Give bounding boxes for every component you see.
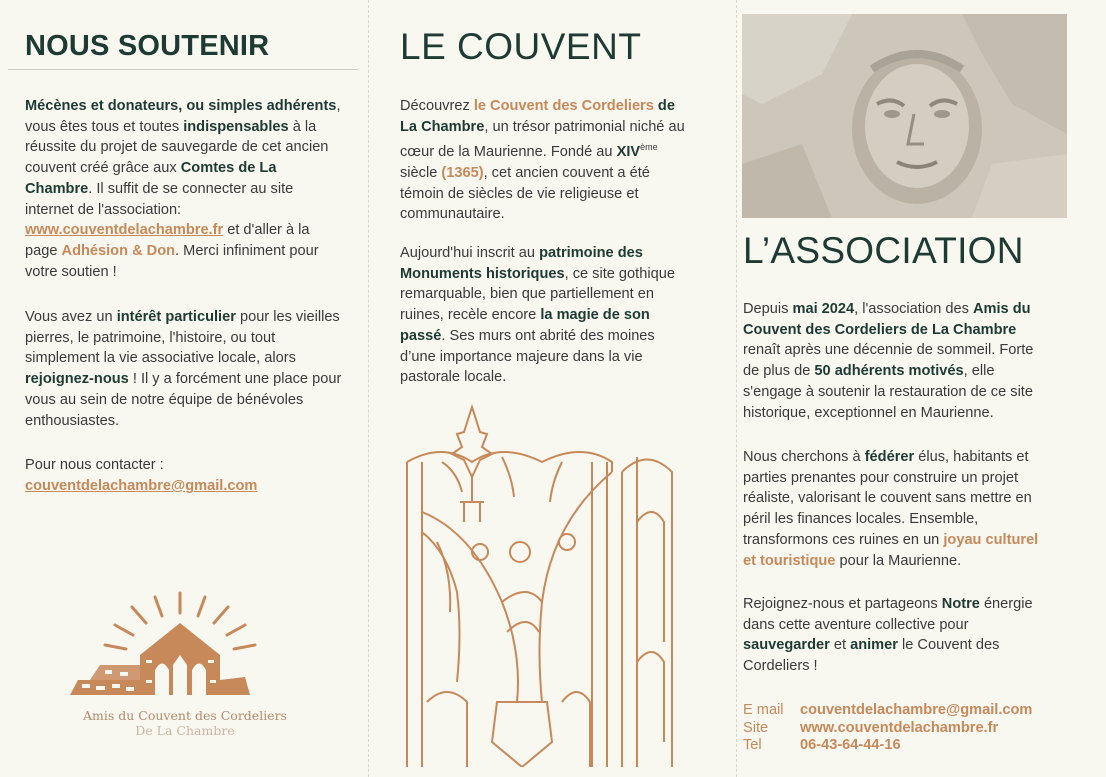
contact-paragraph: [25, 476, 345, 497]
text: ! Il y a forcément une place pour vous au sein de notre équipe de bénévoles enthousiastes.: [25, 371, 342, 429]
bold-text: rejoignez-nous: [25, 371, 129, 388]
bold-text: indispensables: [183, 118, 289, 135]
text: Rejoignez-nous et partageons: [743, 596, 942, 612]
contact-row-email: [743, 702, 1032, 720]
text: . Merci infiniment pour votre soutien !: [25, 242, 319, 280]
joyau-text: joyau culturel et touristique: [743, 531, 1039, 569]
couvent-paragraph-2: [400, 243, 690, 388]
bold-text: patrimoine des Monuments historiques: [400, 245, 643, 282]
text: , ce site gothique remarquable, bien que partiellement en ruines, recèle encore: [400, 265, 675, 324]
adhesion-don-text: Adhésion & Don: [61, 242, 176, 259]
bold-text: Mécènes et donateurs, ou simples adhérents: [25, 98, 337, 114]
text: énergie dans cette aventure collective pour: [743, 596, 1033, 633]
logo-caption: [80, 708, 290, 738]
bold-text: sauvegarder: [743, 637, 830, 654]
logo-caption-line2: De La Chambre: [135, 723, 235, 738]
text: siècle: [400, 164, 442, 181]
fold-line-left: [368, 0, 369, 777]
section-title-soutenir: NOUS SOUTENIR: [25, 30, 270, 62]
couvent-paragraph-1: [400, 96, 690, 225]
text: , vous êtes tous et toutes: [25, 98, 341, 135]
text: Nous cherchons à: [743, 449, 865, 465]
year-text: (1365): [441, 164, 484, 181]
bold-text: fédérer: [864, 449, 915, 465]
soutenir-paragraph-1: [25, 96, 345, 282]
association-paragraph-1: [743, 299, 1053, 423]
bold-text: animer: [850, 637, 898, 654]
text: , elle s'engage à soutenir la restauration de ce site historique, exceptionnel en Maurienne.: [743, 363, 1033, 421]
contact-value-site[interactable]: www.couventdelachambre.fr: [800, 719, 999, 736]
contact-row-tel: [743, 737, 1032, 755]
text: pour la Maurienne.: [835, 552, 962, 569]
text: élus, habitants et parties prenantes pour construire un projet réaliste, valorisant le couvent sans mettre en péril les finances locales. Ensemble, transformons ces ruines en un: [743, 449, 1032, 548]
text: renaît après une décennie de sommeil. Forte de plus de: [743, 342, 1034, 380]
text: . Il suffit de se connecter au site internet de l'association:: [25, 180, 294, 218]
text: et d'aller à la page: [25, 222, 310, 259]
title-divider: [8, 69, 358, 70]
website-link[interactable]: www.couventdelachambre.fr: [25, 222, 224, 239]
bold-text: XIV: [616, 144, 641, 161]
stone-carving-image: [742, 14, 1067, 218]
text: pour les vieilles pierres, le patrimoine, l'histoire, ou tout simplement la vie associative locale, alors: [25, 309, 340, 367]
text: , cet ancien couvent a été témoin de siècles de vie religieuse et communautaire.: [400, 164, 650, 223]
bold-text: de La Chambre: [400, 98, 675, 135]
contact-block: [743, 702, 1032, 755]
panel-nous-soutenir: [0, 0, 368, 777]
superscript: ème: [640, 142, 658, 153]
section-title-association: L’ASSOCIATION: [743, 230, 1024, 271]
couvent-name-text: le Couvent des Cordeliers: [473, 98, 654, 114]
contact-value-tel[interactable]: 06-43-64-44-16: [800, 737, 901, 753]
text: , un trésor patrimonial niché au cœur de la Maurienne. Fondé au: [400, 118, 685, 161]
panel-le-couvent: [370, 0, 735, 777]
association-paragraph-3: [743, 594, 1053, 677]
text: . Ses murs ont abrité des moines d’une importance majeure dans la vie pastorale locale.: [400, 327, 655, 386]
fold-line-right: [736, 0, 737, 777]
sculpted-head-photo: [742, 14, 1067, 218]
bold-text: intérêt particulier: [116, 309, 236, 325]
soutenir-paragraph-2: [25, 307, 345, 431]
bold-text: Comtes de La Chambre: [25, 160, 277, 197]
bold-text: la magie de son passé: [400, 307, 650, 344]
bold-text: mai 2024: [792, 301, 855, 317]
logo-caption-line1: Amis du Couvent des Cordeliers: [83, 708, 287, 723]
text: Découvrez: [400, 98, 474, 114]
gothic-tracery-illustration: [402, 402, 677, 767]
text: le Couvent des Cordeliers !: [743, 637, 1000, 675]
contact-label-email: E mail: [743, 702, 784, 718]
text: et: [829, 637, 851, 654]
section-title-couvent: LE COUVENT: [400, 26, 642, 67]
contact-row-site: [743, 720, 1032, 738]
bold-text: Notre: [941, 596, 980, 612]
panel-association: [738, 0, 1106, 777]
contact-value-email[interactable]: couventdelachambre@gmail.com: [800, 702, 1033, 718]
contact-label-site: Site: [743, 719, 769, 736]
text: à la réussite du projet de sauvegarde de cet ancien couvent créé grâce aux: [25, 118, 329, 177]
text: Aujourd'hui inscrit au: [400, 245, 540, 261]
text: , l'association des: [854, 301, 973, 317]
association-paragraph-2: [743, 447, 1053, 571]
text: Vous avez un: [25, 309, 117, 325]
text: Depuis: [743, 301, 793, 317]
contact-label-tel: Tel: [743, 737, 762, 753]
contact-email-link[interactable]: couventdelachambre@gmail.com: [25, 478, 258, 494]
contact-label: Pour nous contacter :: [25, 457, 164, 473]
bold-text: 50 adhérents motivés: [814, 363, 964, 380]
bold-text: Amis du Couvent des Cordeliers de La Chambre: [743, 301, 1031, 338]
